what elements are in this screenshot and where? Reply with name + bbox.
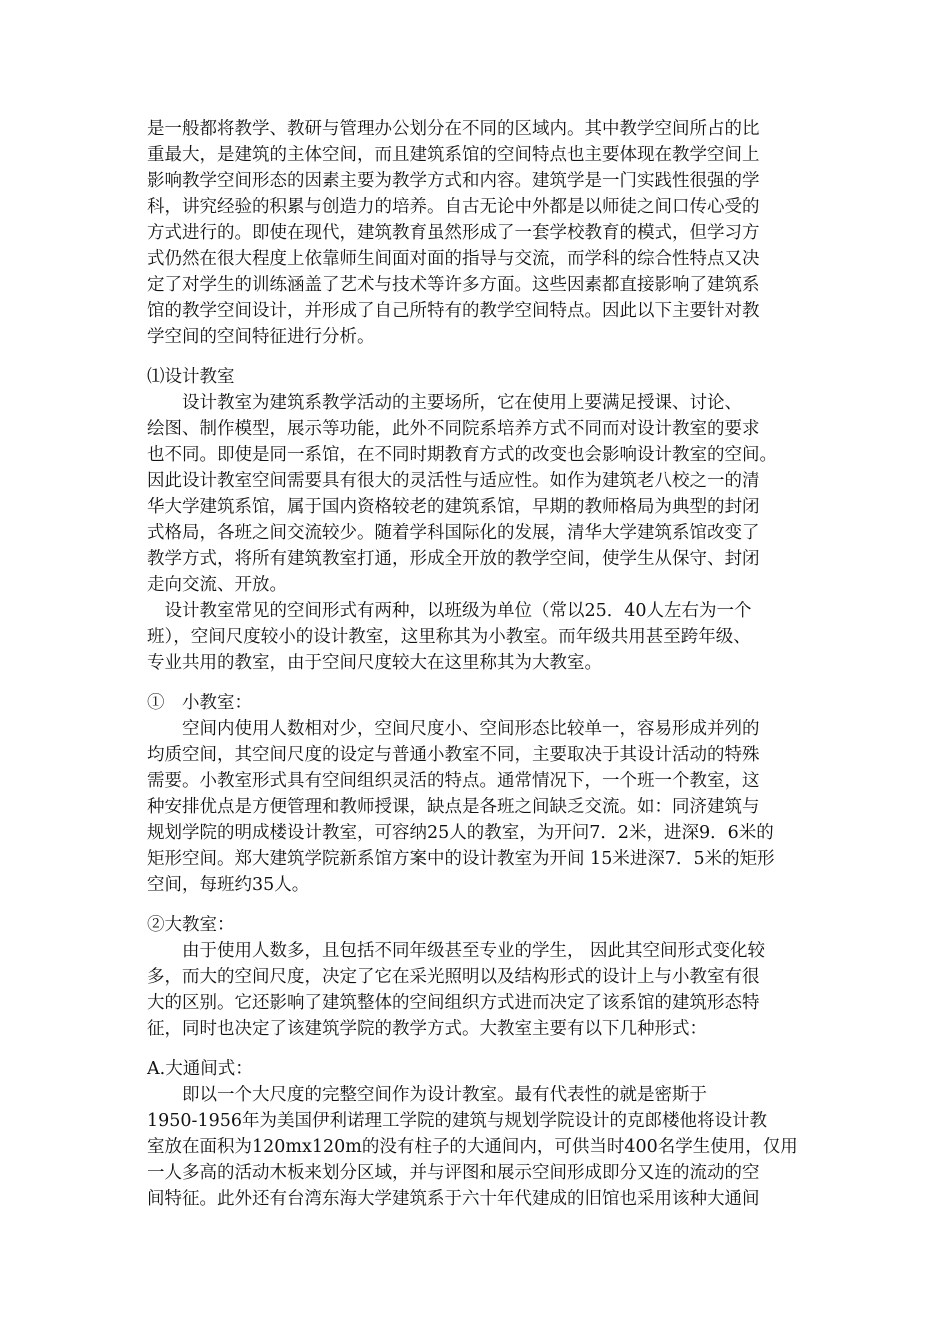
section-heading: ⑴设计教室 [147, 367, 235, 387]
text-line: 馆的教学空间设计，并形成了自己所特有的教学空间特点。因此以下主要针对教 [147, 301, 760, 321]
section-heading: ① 小教室： [147, 693, 252, 713]
text-line: 学空间的空间特征进行分析。 [147, 327, 375, 347]
text-line: 均质空间，其空间尺度的设定与普通小教室不同，主要取决于其设计活动的特殊 [147, 745, 760, 765]
text-line: 因此设计教室空间需要具有很大的灵活性与适应性。如作为建筑老八校之一的清 [147, 471, 760, 491]
text-line: 由于使用人数多，且包括不同年级甚至专业的学生， 因此其空间形式变化较 [147, 941, 766, 961]
text-line: 绘图、制作模型，展示等功能，此外不同院系培养方式不同而对设计教室的要求 [147, 419, 760, 439]
text-line: 华大学建筑系馆，属于国内资格较老的建筑系馆，早期的教师格局为典型的封闭 [147, 497, 760, 517]
text-line: 大的区别。它还影响了建筑整体的空间组织方式进而决定了该系馆的建筑形态特 [147, 993, 760, 1013]
text-line: 设计教室常见的空间形式有两种，以班级为单位（常以25．40人左右为一个 [147, 601, 752, 621]
text-line: 一人多高的活动木板来划分区域，并与评图和展示空间形成即分又连的流动的空 [147, 1163, 760, 1183]
text-line: 专业共用的教室，由于空间尺度较大在这里称其为大教室。 [147, 653, 602, 673]
section-heading: A.大通间式： [147, 1059, 253, 1079]
text-line: 规划学院的明成楼设计教室，可容纳25人的教室，为开问7．2米，进深9．6米的 [147, 823, 774, 843]
text-line: 多，而大的空间尺度，决定了它在采光照明以及结构形式的设计上与小教室有很 [147, 967, 760, 987]
text-line: 需要。小教室形式具有空间组织灵活的特点。通常情况下，一个班一个教室，这 [147, 771, 760, 791]
text-line: 科，讲究经验的积累与创造力的培养。自古无论中外都是以师徒之间口传心受的 [147, 197, 760, 217]
text-line: 方式进行的。即使在现代，建筑教育虽然形成了一套学校教育的模式，但学习方 [147, 223, 760, 243]
text-line: 征，同时也决定了该建筑学院的教学方式。大教室主要有以下几种形式： [147, 1019, 707, 1039]
text-line: 种安排优点是方便管理和教师授课，缺点是各班之间缺乏交流。如：同济建筑与 [147, 797, 760, 817]
text-line: 班），空间尺度较小的设计教室，这里称其为小教室。而年级共用甚至跨年级、 [147, 627, 751, 647]
text-line: 即以一个大尺度的完整空间作为设计教室。最有代表性的就是密斯于 [147, 1085, 707, 1105]
text-line: 走向交流、开放。 [147, 575, 287, 595]
text-line: 是一般都将教学、教研与管理办公划分在不同的区域内。其中教学空间所占的比 [147, 119, 760, 139]
text-line: 间特征。此外还有台湾东海大学建筑系于六十年代建成的旧馆也采用该种大通间 [147, 1189, 760, 1209]
text-line: 重最大，是建筑的主体空间，而且建筑系馆的空间特点也主要体现在教学空间上 [147, 145, 760, 165]
text-line: 式格局，各班之间交流较少。随着学科国际化的发展，清华大学建筑系馆改变了 [147, 523, 760, 543]
text-line: 空间内使用人数相对少，空间尺度小、空间形态比较单一，容易形成并列的 [147, 719, 760, 739]
section-heading: ②大教室： [147, 915, 235, 935]
text-line: 定了对学生的训练涵盖了艺术与技术等许多方面。这些因素都直接影响了建筑系 [147, 275, 760, 295]
text-line: 也不同。即使是同一系馆，在不同时期教育方式的改变也会影响设计教室的空间。 [147, 445, 777, 465]
text-line: 影响教学空间形态的因素主要为教学方式和内容。建筑学是一门实践性很强的学 [147, 171, 760, 191]
text-line: 1950-1956年为美国伊利诺理工学院的建筑与规划学院设计的克郎楼他将设计教 [147, 1111, 767, 1131]
text-line: 教学方式，将所有建筑教室打通，形成全开放的教学空间，使学生从保守、封闭 [147, 549, 760, 569]
text-line: 室放在面积为120mx120m的没有柱子的大通间内，可供当时400名学生使用，仅用 [147, 1137, 798, 1157]
text-line: 设计教室为建筑系教学活动的主要场所，它在使用上要满足授课、讨论、 [147, 393, 742, 413]
text-line: 矩形空间。郑大建筑学院新系馆方案中的设计教室为开间 15米进深7．5米的矩形 [147, 849, 775, 869]
text-line: 式仍然在很大程度上依靠师生间面对面的指导与交流，而学科的综合性特点又决 [147, 249, 760, 269]
text-line: 空间，每班约35人。 [147, 875, 310, 895]
